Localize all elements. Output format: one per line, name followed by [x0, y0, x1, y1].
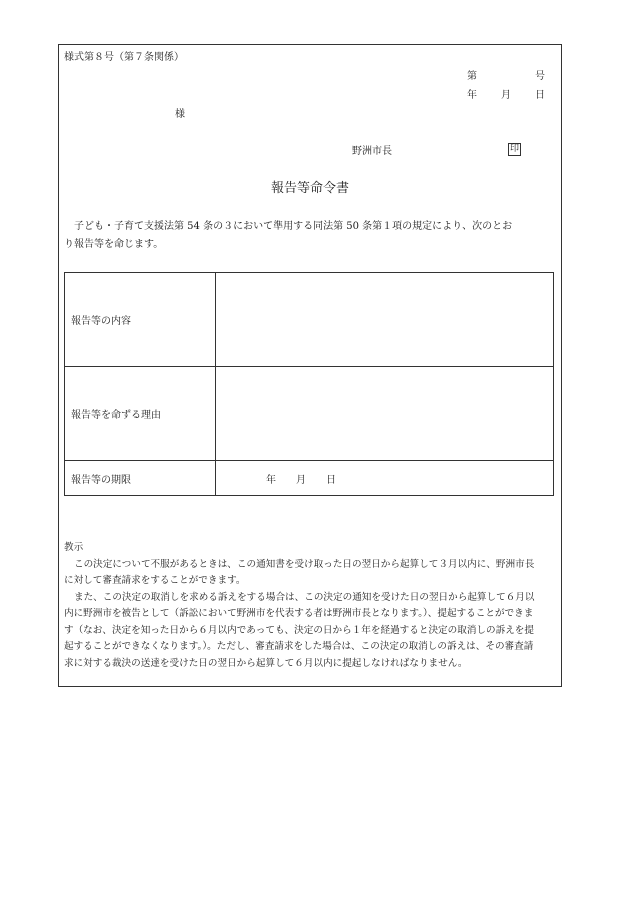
notice-heading: 教示: [64, 542, 84, 553]
notice-line: す（なお、決定を知った日から６月以内であっても、決定の日から１年を経過すると決定の取消しの訴えを提: [64, 624, 534, 636]
notice-line: 内に野洲市を被告として（訴訟において野洲市を代表する者は野洲市長となります。）、提起することができま: [64, 608, 534, 619]
date-month: 月: [501, 90, 511, 101]
legal-notice: [64, 540, 556, 672]
order-table: [64, 272, 554, 496]
table-row: [65, 273, 554, 367]
body-line-1: 子ども・子育て支援法第 54 条の３において準用する同法第 50 条第１項の規定により、次のとお: [74, 221, 513, 232]
date-year: 年: [467, 90, 477, 101]
addressee-suffix: 様: [175, 109, 185, 120]
table-row: [65, 367, 554, 461]
content-label: 報告等の内容: [65, 273, 216, 367]
number-suffix: 号: [535, 71, 545, 82]
notice-line: また、この決定の取消しを求める訴えをする場合は、この決定の通知を受けた日の翌日から起算して６月以: [74, 591, 535, 603]
issuer: 野洲市長: [352, 146, 392, 157]
notice-line: 起することができなくなります。）。ただし、審査請求をした場合は、この決定の取消しの訴えは、その審査請: [64, 641, 534, 652]
table-row: [65, 461, 554, 496]
content-field: [216, 273, 554, 367]
seal-mark: 印: [509, 144, 519, 154]
notice-line: この決定について不服があるときは、この通知書を受け取った日の翌日から起算して３月以内に、野洲市長: [74, 558, 535, 570]
number-prefix: 第: [467, 71, 477, 82]
reason-field: [216, 367, 554, 461]
notice-line: 求に対する裁決の送達を受けた日の翌日から起算して６月以内に提起しなければなりません。: [64, 657, 468, 669]
deadline-field: 年 月 日: [216, 461, 554, 496]
notice-line: に対して審査請求をすることができます。: [64, 575, 246, 586]
reason-label: 報告等を命ずる理由: [65, 367, 216, 461]
date-day: 日: [535, 90, 545, 101]
document-title: 報告等命令書: [271, 181, 350, 196]
deadline-label: 報告等の期限: [65, 461, 216, 496]
form-number: 様式第８号（第７条関係）: [64, 52, 184, 63]
body-line-2: り報告等を命じます。: [64, 239, 164, 250]
